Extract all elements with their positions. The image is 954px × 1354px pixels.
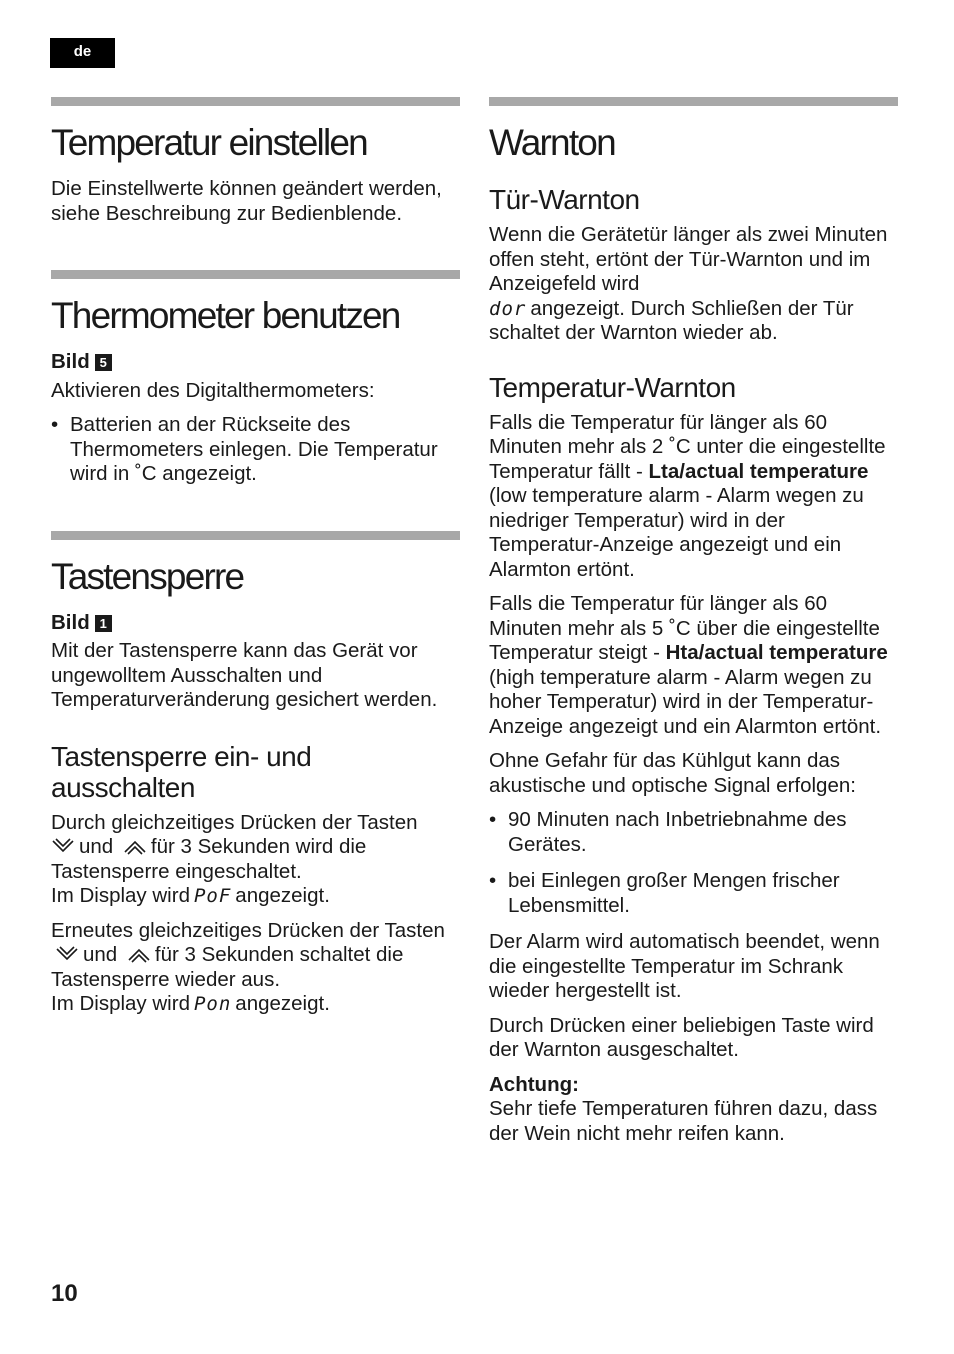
subheading-tastensperre-ein-aus: Tastensperre ein- und ausschalten (51, 740, 312, 803)
paragraph-taste-druecken: Durch Drücken einer beliebigen Taste wird der Warnton ausgeschaltet. (489, 1013, 874, 1061)
chevron-down-icon (51, 838, 75, 855)
section-divider (51, 270, 460, 279)
language-tag: de (50, 38, 115, 68)
bullet-list (489, 808, 898, 918)
chevron-down-icon (55, 946, 79, 963)
figure-number-badge: 5 (95, 354, 112, 371)
subheading-tuer-warnton: Tür-Warnton (489, 184, 640, 215)
paragraph-einschalten: Durch gleichzeitiges Drücken der Tasten und für 3 Sekunden wird die Tastensperre eingeschaltet. Im Display wird PoF angezeigt. (51, 810, 418, 907)
paragraph-digitalthermometer: Aktivieren des Digitalthermometers: (51, 378, 375, 402)
paragraph-ohne-gefahr: Ohne Gefahr für das Kühlgut kann das akustische und optische Signal erfolgen: (489, 749, 856, 797)
display-code-dor: dor (489, 297, 527, 320)
section-divider (51, 531, 460, 540)
note-achtung (489, 1073, 898, 1147)
section-divider (489, 97, 898, 106)
left-column (51, 97, 460, 1027)
heading-thermometer-benutzen: Thermometer benutzen (51, 295, 400, 336)
paragraph-high-temperature: Falls die Temperatur für länger als 60 Minuten mehr als 5 ˚C über die eingestellte Temperatur steigt - Hta/actual temperature (high temperature alarm - Alarm wegen zu hoher Temperatur) wird in der Temperatur-Anzeige angezeigt und ein Alarmton ertönt. (489, 592, 888, 738)
figure-label: Bild (51, 350, 90, 373)
heading-temperatur-einstellen: Temperatur einstellen (51, 122, 367, 163)
note-label: Achtung: (489, 1072, 579, 1096)
figure-reference (51, 350, 460, 375)
paragraph-alarm-beendet: Der Alarm wird automatisch beendet, wenn die eingestellte Temperatur im Schrank wieder hergestellt ist. (489, 930, 880, 1002)
chevron-up-icon (123, 838, 147, 855)
paragraph-tuer-warnton: Wenn die Gerätetür länger als zwei Minuten offen steht, ertönt der Tür-Warnton und im Anzeigefeld wird dor angezeigt. Durch Schließen der Tür schaltet der Warnton wieder ab. (489, 223, 888, 344)
subheading-temperatur-warnton: Temperatur-Warnton (489, 371, 736, 403)
display-code-pon: Pon (193, 993, 232, 1015)
display-code-pof: PoF (193, 885, 232, 907)
list-item: • bei Einlegen großer Mengen frischer Lebensmittel. (489, 869, 898, 918)
paragraph-low-temperature: Falls die Temperatur für länger als 60 Minuten mehr als 2 ˚C unter die eingestellte Temperatur fällt - Lta/actual temperature (low temperature alarm - Alarm wegen zu niedriger Temperatur) wird in der Temperatur-Anzeige angezeigt und ein Alarmton ertönt. (489, 410, 886, 581)
figure-label: Bild (51, 610, 90, 634)
paragraph-tastensperre: Mit der Tastensperre kann das Gerät vor ungewolltem Ausschalten und Temperaturveränderung gesichert werden. (51, 639, 438, 711)
figure-number-badge: 1 (95, 615, 112, 632)
section-divider (51, 97, 460, 106)
figure-reference (51, 611, 460, 636)
heading-tastensperre: Tastensperre (51, 555, 244, 597)
paragraph-einstellwerte: Die Einstellwerte können geändert werden, siehe Beschreibung zur Bedienblende. (51, 177, 442, 225)
list-item: • Batterien an der Rückseite des Thermometers einlegen. Die Temperatur wird in ˚C angezeigt. (51, 413, 460, 487)
list-item: • 90 Minuten nach Inbetriebnahme des Gerätes. (489, 808, 898, 857)
page-number: 10 (51, 1280, 78, 1307)
bullet-list (51, 413, 460, 487)
note-text: Sehr tiefe Temperaturen führen dazu, dass der Wein nicht mehr reifen kann. (489, 1097, 878, 1145)
right-column (489, 97, 898, 1156)
paragraph-ausschalten: Erneutes gleichzeitiges Drücken der Tasten und für 3 Sekunden schaltet die Tastensperre wieder aus. Im Display wird Pon angezeigt. (51, 918, 445, 1015)
chevron-up-icon (127, 946, 151, 963)
heading-warnton: Warnton (489, 122, 615, 163)
